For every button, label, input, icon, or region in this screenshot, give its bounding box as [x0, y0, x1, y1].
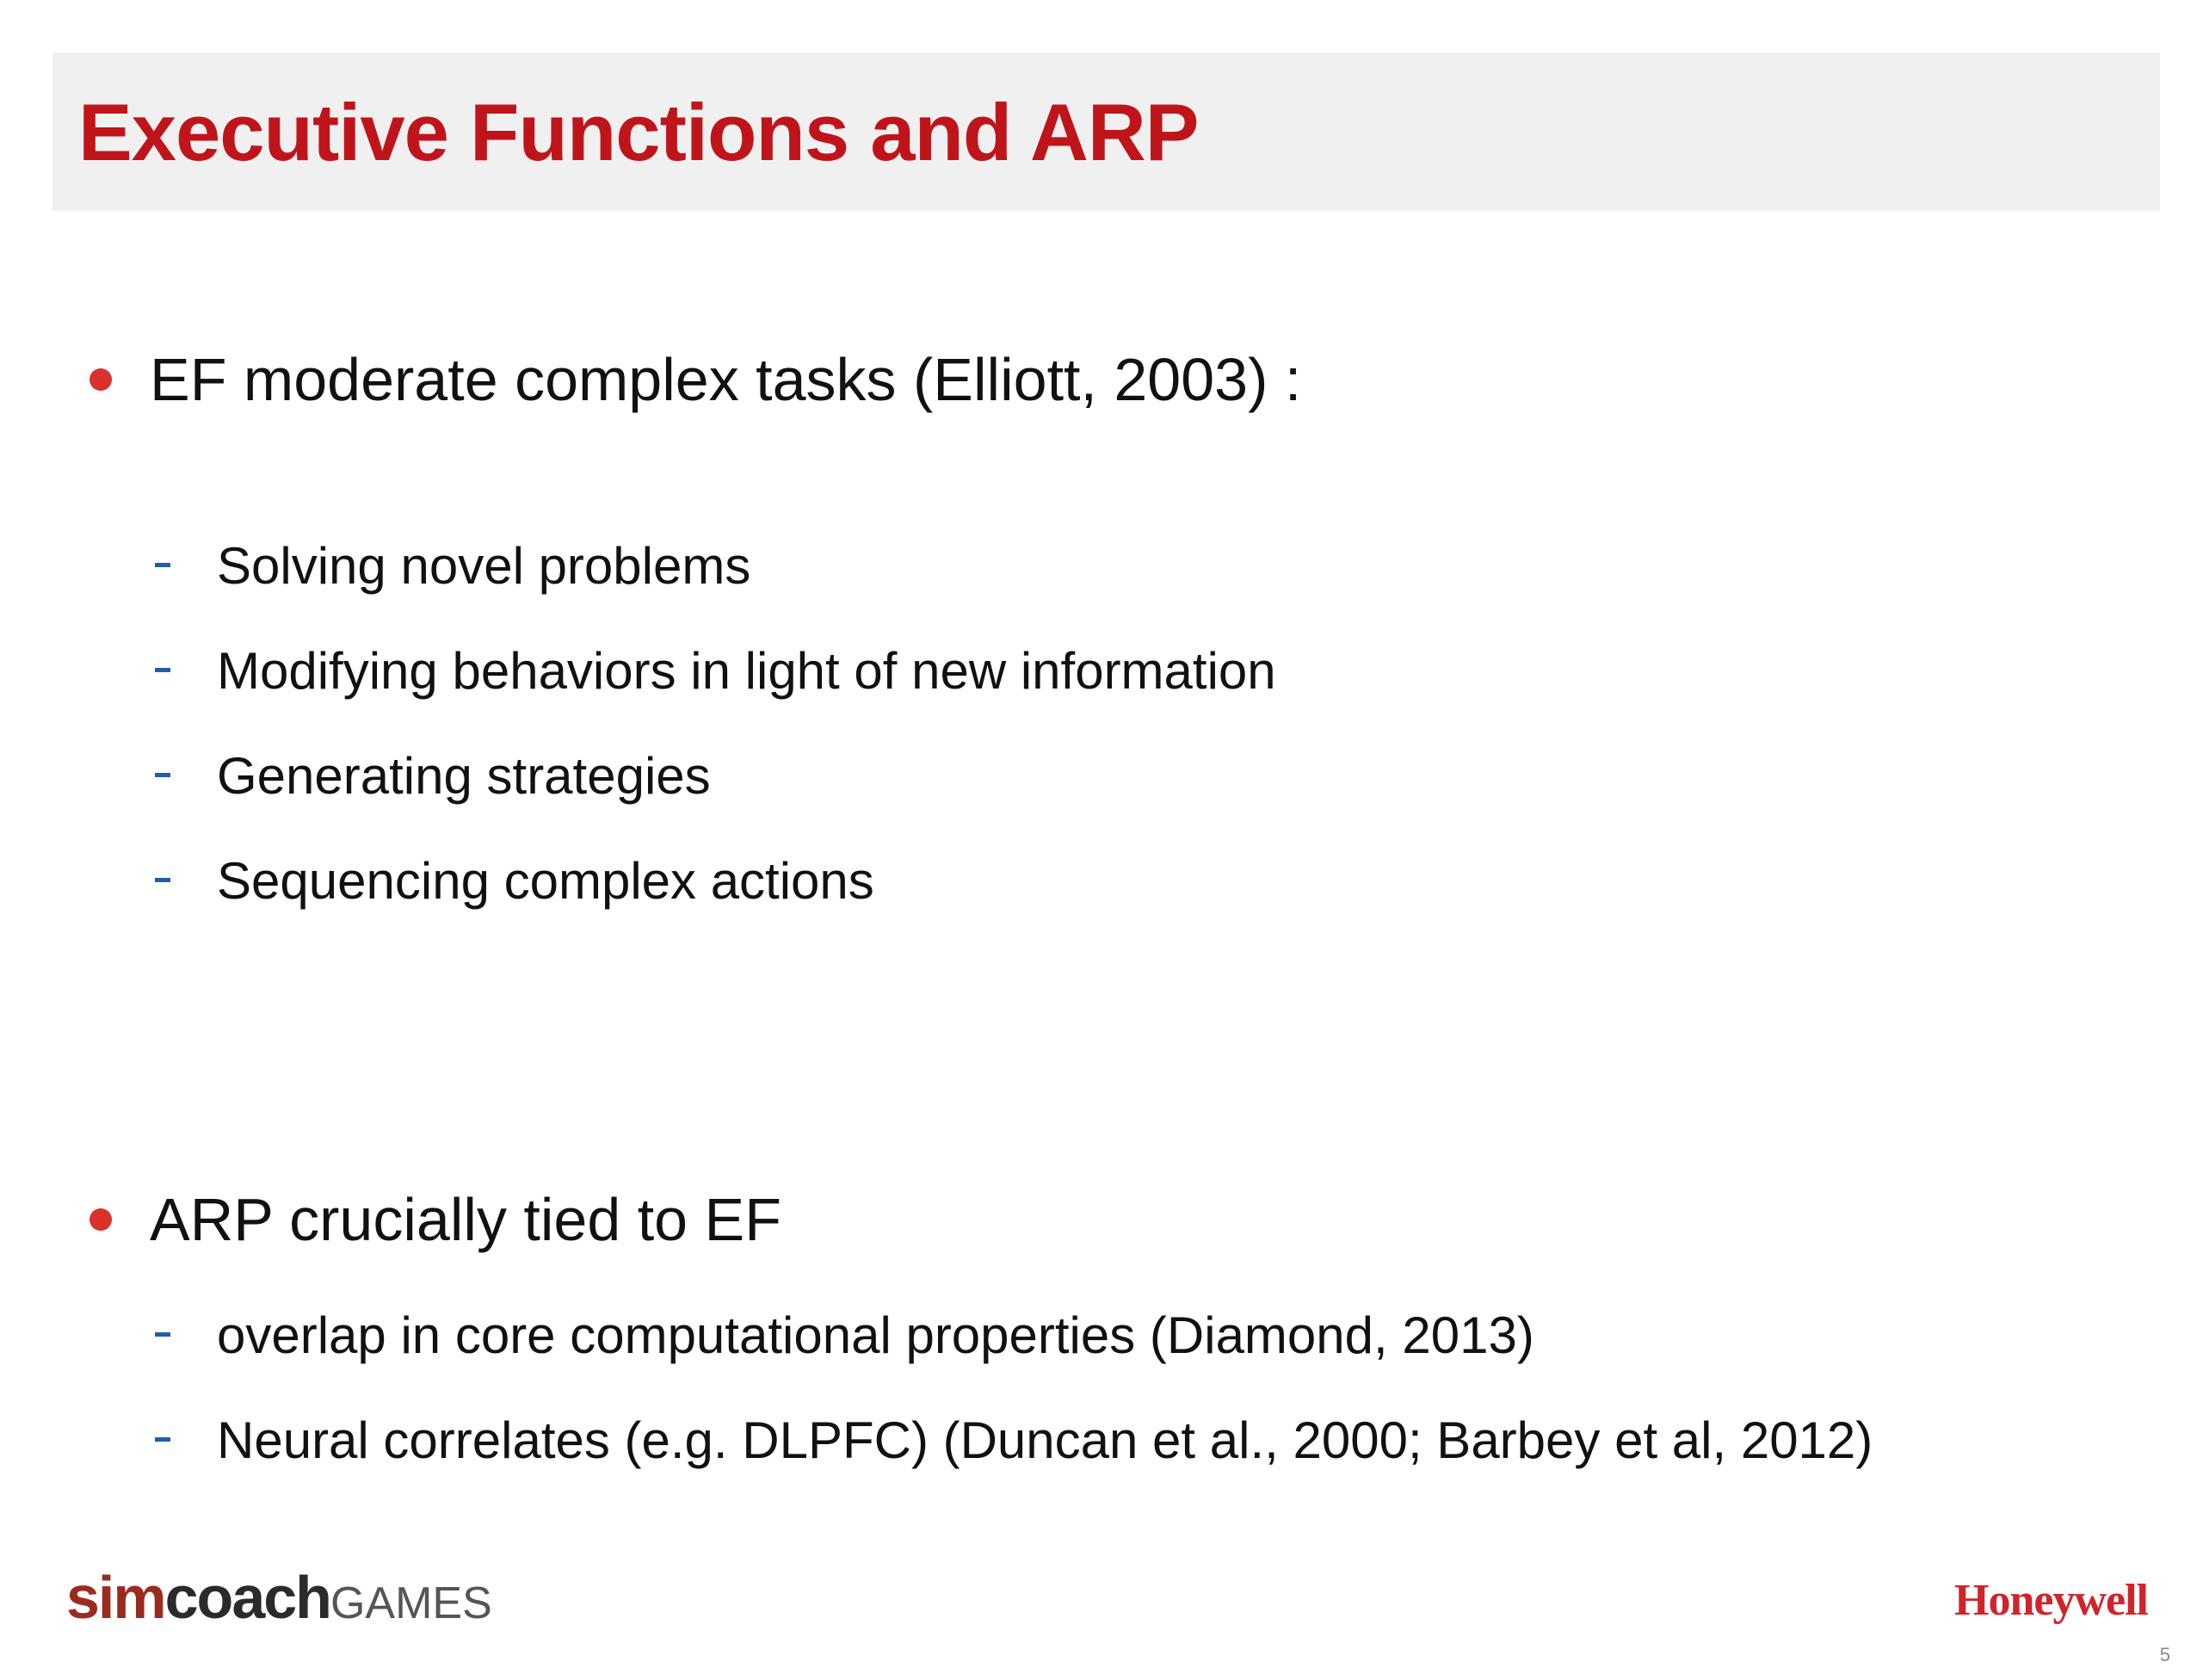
logo-part-sim: sim: [66, 1564, 165, 1631]
sub-item-text: Neural correlates (e.g. DLPFC) (Duncan et al., 2000; Barbey et al, 2012): [217, 1411, 1873, 1469]
dash-icon: [155, 773, 170, 777]
logo-part-games: GAMES: [330, 1578, 492, 1628]
logo-part-coach: coach: [164, 1564, 330, 1631]
dash-icon: [155, 668, 170, 672]
page-number: 5: [2159, 1644, 2170, 1665]
title-bar: [52, 52, 2160, 211]
slide-title: Executive Functions and ARP: [78, 87, 1199, 177]
sub-item-text: overlap in core computational properties (Diamond, 2013): [217, 1306, 1534, 1364]
bullet-dot-icon: [89, 368, 112, 391]
bullet-text: ARP crucially tied to EF: [150, 1186, 781, 1253]
sub-item-text: Solving novel problems: [217, 537, 751, 595]
sub-item-text: Generating strategies: [217, 747, 711, 805]
dash-icon: [155, 1332, 170, 1337]
honeywell-logo: Honeywell: [1954, 1576, 2148, 1625]
dash-icon: [155, 563, 170, 567]
simcoach-games-logo: [66, 1563, 492, 1632]
sub-item-text: Modifying behaviors in light of new information: [217, 642, 1276, 700]
dash-icon: [155, 878, 170, 882]
bullet-text: EF moderate complex tasks (Elliott, 2003) :: [150, 346, 1302, 413]
bullet-dot-icon: [89, 1208, 112, 1231]
sub-item-text: Sequencing complex actions: [217, 852, 874, 910]
dash-icon: [155, 1437, 170, 1442]
